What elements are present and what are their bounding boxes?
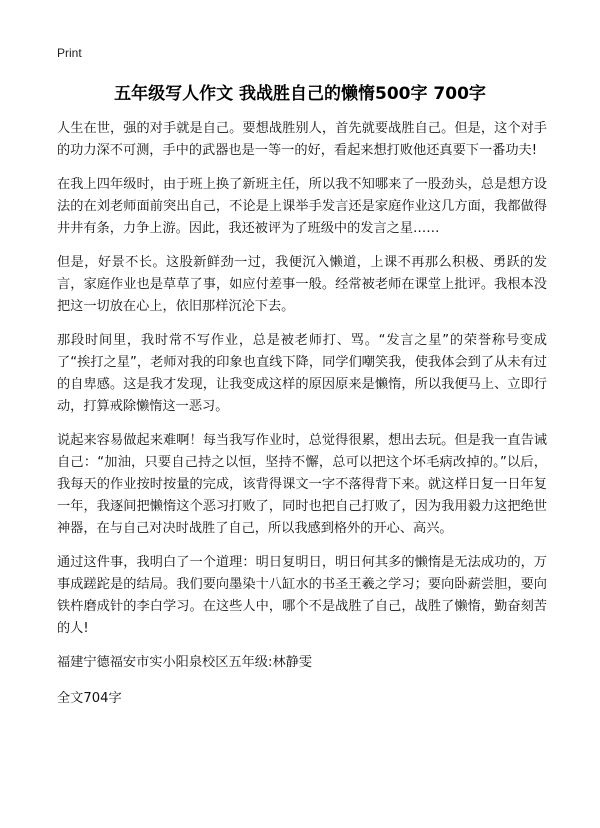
paragraph-4: 那段时间里，我时常不写作业，总是被老师打、骂。“发言之星”的荣誉称号变成了“挨打之星”，老师对我的印象也直线下降，同学们嘲笑我，使我体会到了从未有过的自卑感。这是我才发现，让我变成这样的原因原来是懒惰，所以我便马上、立即行动，打算戒除懒惰这一恶习。 bbox=[57, 333, 547, 414]
paragraph-1: 人生在世，强的对手就是自己。要想战胜别人，首先就要战胜自己。但是，这个对手的功力深不可测，手中的武器也是一等一的好，看起来想打败他还真要下一番功夫! bbox=[57, 121, 547, 158]
paragraph-6: 通过这件事，我明白了一个道理：明日复明日，明日何其多的懒惰是无法成功的，万事成蹉跎是的结局。我们要向墨染十八缸水的书圣王羲之学习；要向卧薪尝胆，要向铁杵磨成针的李白学习。在这些人中，哪个不是战胜了自己，战胜了懒惰，勤奋刻苦的人! bbox=[57, 555, 547, 636]
paragraph-5: 说起来容易做起来难啊！每当我写作业时，总觉得很累，想出去玩。但是我一直告诫自己：“加油，只要自己持之以恒，坚持不懈，总可以把这个坏毛病改掉的。”以后，我每天的作业按时按量的完成，该背得课文一字不落得背下来。就这样日复一日年复一年，我逐间把懒惰这个恶习打败了，同时也把自己打败了，因为我用毅力这把绝世神器，在与自己对决时战胜了自己，所以我感到格外的开心、高兴。 bbox=[57, 433, 547, 536]
paragraph-3: 但是，好景不长。这股新鲜劲一过，我便沉入懒道，上课不再那么积极、勇跃的发言，家庭作业也是草草了事，如应付差事一般。经常被老师在课堂上批评。我根本没把这一切放在心上，依旧那样沉沦下去。 bbox=[57, 255, 547, 314]
paragraph-2: 在我上四年级时，由于班上换了新班主任，所以我不知哪来了一股劲头，总是想方设法的在刘老师面前突出自己，不论是上课举手发言还是家庭作业这几方面，我都做得井井有条，力争上游。因此，我还被评为了班级中的发言之星…… bbox=[57, 177, 547, 236]
author-line: 福建宁德福安市实小阳泉校区五年级:林静雯 bbox=[57, 655, 313, 670]
article-body bbox=[57, 118, 547, 724]
article-title: 五年级写人作文 我战胜自己的懒惰500字 700字 bbox=[114, 84, 486, 104]
word-count: 全文704字 bbox=[57, 691, 122, 706]
print-link[interactable]: Print bbox=[57, 46, 82, 60]
